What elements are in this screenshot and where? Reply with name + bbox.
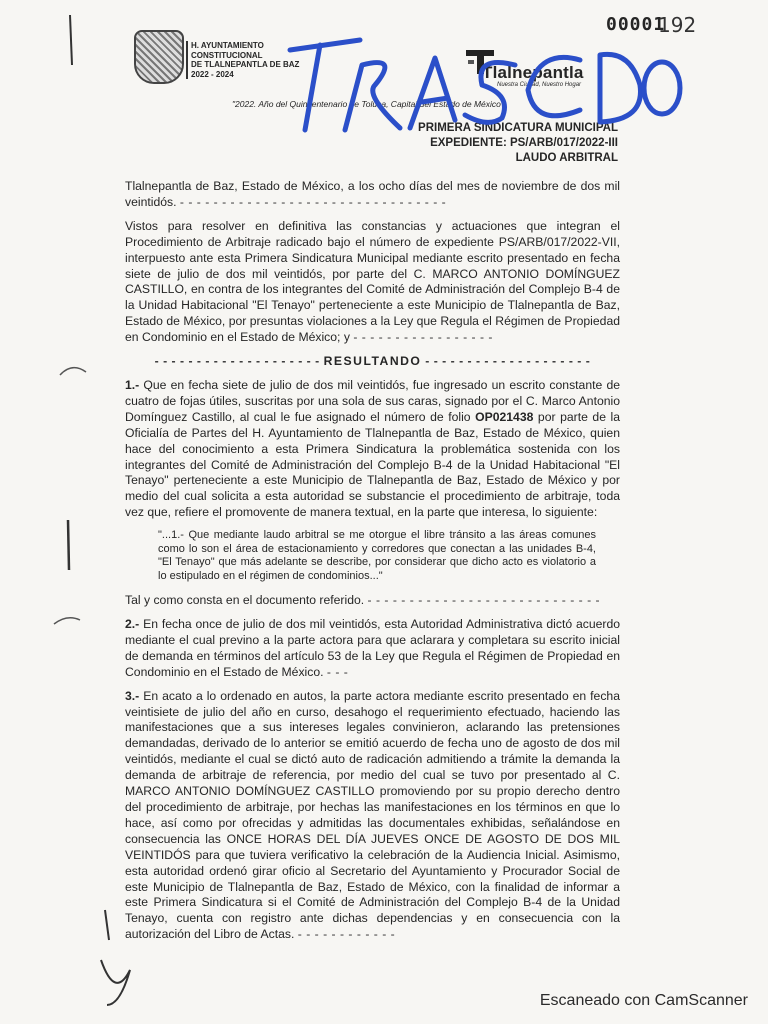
date-text: Tlalnepantla de Baz, Estado de México, a los ocho días del mes de noviembre de dos mil veintidós.	[125, 179, 620, 209]
dash-filler: - - -	[326, 664, 349, 679]
paragraph-1-text-b: por parte de la Oficialía de Partes del H. Ayuntamiento de Tlalnepantla de Baz, Estado de México, quien hace del conocimiento a esta Primera Sindicatura la problemática sostenida con los integrantes del Comité de Administración del Complejo B-4 de la Unidad Habitacional "El Tenayo" perteneciente a este Municipio de Tlalnepantla de Baz, Estado de México y por medio del cual solicita a esta autoridad se substancie el procedimiento de arbitraje, toda vez que, refiere el promovente de manera textual, en la parte que interesa, lo siguiente:	[125, 409, 620, 520]
document-type: LAUDO ARBITRAL	[515, 152, 618, 164]
resultando-heading	[125, 354, 620, 370]
paragraph-1	[125, 378, 620, 521]
dash-filler: - - - - - - - - - - - - - - - - - - - - - - - - - - - - - - - -	[179, 194, 447, 209]
ayuntamiento-line: 2022 - 2024	[191, 69, 234, 79]
quoted-petition: "...1.- Que mediante laudo arbitral se me otorgue el libre tránsito a las áreas comunes como lo son el área de estacionamiento y corredores que conectan a las unidades B-4, "El Tenayo" que más adelante se describe, por considerar que dicho acto es violatorio a lo estipulado en el régimen de condominios..."	[158, 529, 596, 582]
paragraph-number: 2.-	[125, 617, 140, 632]
vistos-text: Vistos para resolver en definitiva las constancias y actuaciones que integran el Procedimiento de Arbitraje radicado bajo el número de expediente PS/ARB/017/2022-VII, interpuesto ante esta Primera Sindicatura Municipal mediante escrito presentado en fecha siete de julio de dos mil veintidós, por parte del C. MARCO ANTONIO DOMÍNGUEZ CASTILLO, en contra de los integrantes del Comité de Administración del Complejo B-4 de la Unidad Habitacional "El Tenayo" perteneciente a este Municipio de Tlalnepantla de Baz, Estado de México, por presuntas violaciones a la Ley que Regula el Régimen de Propiedad en Condominio en el Estado de México; y	[125, 218, 620, 345]
paragraph-3	[125, 689, 620, 944]
logo-name: Tlalnepantla	[482, 63, 584, 82]
consta-text: Tal y como consta en el documento referido.	[125, 593, 365, 608]
handwritten-traslado-stamp	[250, 10, 697, 140]
paragraph-3-text: En acato a lo ordenado en autos, la parte actora mediante escrito presentado en fecha veintisiete de julio del año en curso, desahogo el requerimiento efectuado, haciendo las manifestaciones que a sus intereses legales convinieron, aclarando las pretensiones demandadas, derivado de lo anterior se emitió acuerdo de fecha uno de agosto de dos mil veintidós, mediante el cual se dictó auto de radicación admitiendo a trámite la demanda la demanda de arbitraje de referencia, por medio del cual se tuvo por presentado al C. MARCO ANTONIO DOMÍNGUEZ CASTILLO promoviendo por su propio derecho dentro del procedimiento de arbitraje, por hechas las manifestaciones en los términos en que lo hace, así como por ofrecidas y admitidas las documentales exhibidas, señalándose en consecuencia las ONCE HORAS DEL DÍA JUEVES ONCE DE AGOSTO DE DOS MIL VEINTIDÓS para que tuviera verificativo la celebración de la Audiencia Inicial. Asimismo, esta autoridad ordenó girar oficio al Secretario del Ayuntamiento y Procurador Social de este Municipio de Tlalnepantla de Baz, Estado de México, con la finalidad de informar a este Primera Sindicatura si el Comité de Administración del Complejo B-4 de la Unidad Tenayo, cuenta con registro ante dichas dependencias y en consecuencia con la autorización del Libro de Actas.	[125, 688, 620, 942]
municipal-seal-icon	[134, 30, 184, 84]
margin-mark-icon	[58, 515, 78, 575]
dash-filler: - - - - - - - - - - - - - - - - - - - - - - - - - - - -	[367, 593, 601, 608]
dash-filler: - - - - - - - - - - - - - - - - -	[353, 330, 493, 345]
margin-mark-icon	[60, 10, 80, 70]
resultando-text: RESULTANDO	[323, 354, 422, 369]
handwritten-signature	[95, 900, 135, 1010]
camscanner-watermark: Escaneado con CamScanner	[539, 992, 748, 1009]
margin-mark-icon	[52, 610, 82, 630]
paragraph-number: 3.-	[125, 688, 140, 703]
date-paragraph	[125, 179, 620, 211]
dash-filler: - - - - - - - - - - - -	[297, 927, 396, 942]
paragraph-2	[125, 617, 620, 681]
dash-filler: - - - - - - - - - - - - - - - - - - - -	[154, 354, 324, 369]
document-body	[125, 179, 620, 951]
paragraph-2-text: En fecha once de julio de dos mil veintidós, esta Autoridad Administrativa dictó acuerdo mediante el cual previno a la parte actora para que aclarara y completara su escrito inicial de demanda en términos del artículo 53 de la Ley que Regula el Régimen de Propiedad en Condominio en el Estado de México.	[125, 617, 620, 679]
expediente-number: EXPEDIENTE: PS/ARB/017/2022-III	[430, 137, 618, 149]
consta-paragraph	[125, 593, 620, 609]
office-title: PRIMERA SINDICATURA MUNICIPAL	[418, 122, 618, 134]
paragraph-1-text-a: Que en fecha siete de julio de dos mil veintidós, fue ingresado un escrito constante de cuatro de fojas útiles, suscritas por una sola de sus caras, signado por el C. Marco Antonio Domínguez Castillo, al cual le fue asignado el número de folio	[125, 377, 620, 424]
stamp-number: 00001	[606, 14, 666, 35]
margin-mark-icon	[58, 360, 88, 380]
handwritten-page-number: 192	[658, 13, 697, 37]
vistos-paragraph	[125, 219, 620, 346]
dash-filler: - - - - - - - - - - - - - - - - - - - -	[421, 354, 591, 369]
ayuntamiento-line: CONSTITUCIONAL	[191, 50, 263, 60]
ayuntamiento-line: DE TLALNEPANTLA DE BAZ	[191, 60, 300, 69]
ayuntamiento-line: H. AYUNTAMIENTO	[191, 41, 264, 50]
logo-tagline: Nuestra Ciudad, Nuestro Hogar	[497, 82, 582, 88]
folio-number: OP021438	[475, 409, 534, 424]
paragraph-number: 1.-	[125, 377, 140, 392]
year-motto: "2022. Año del Quincentenario de Toluca, Capital del Estado de México"	[232, 99, 504, 109]
